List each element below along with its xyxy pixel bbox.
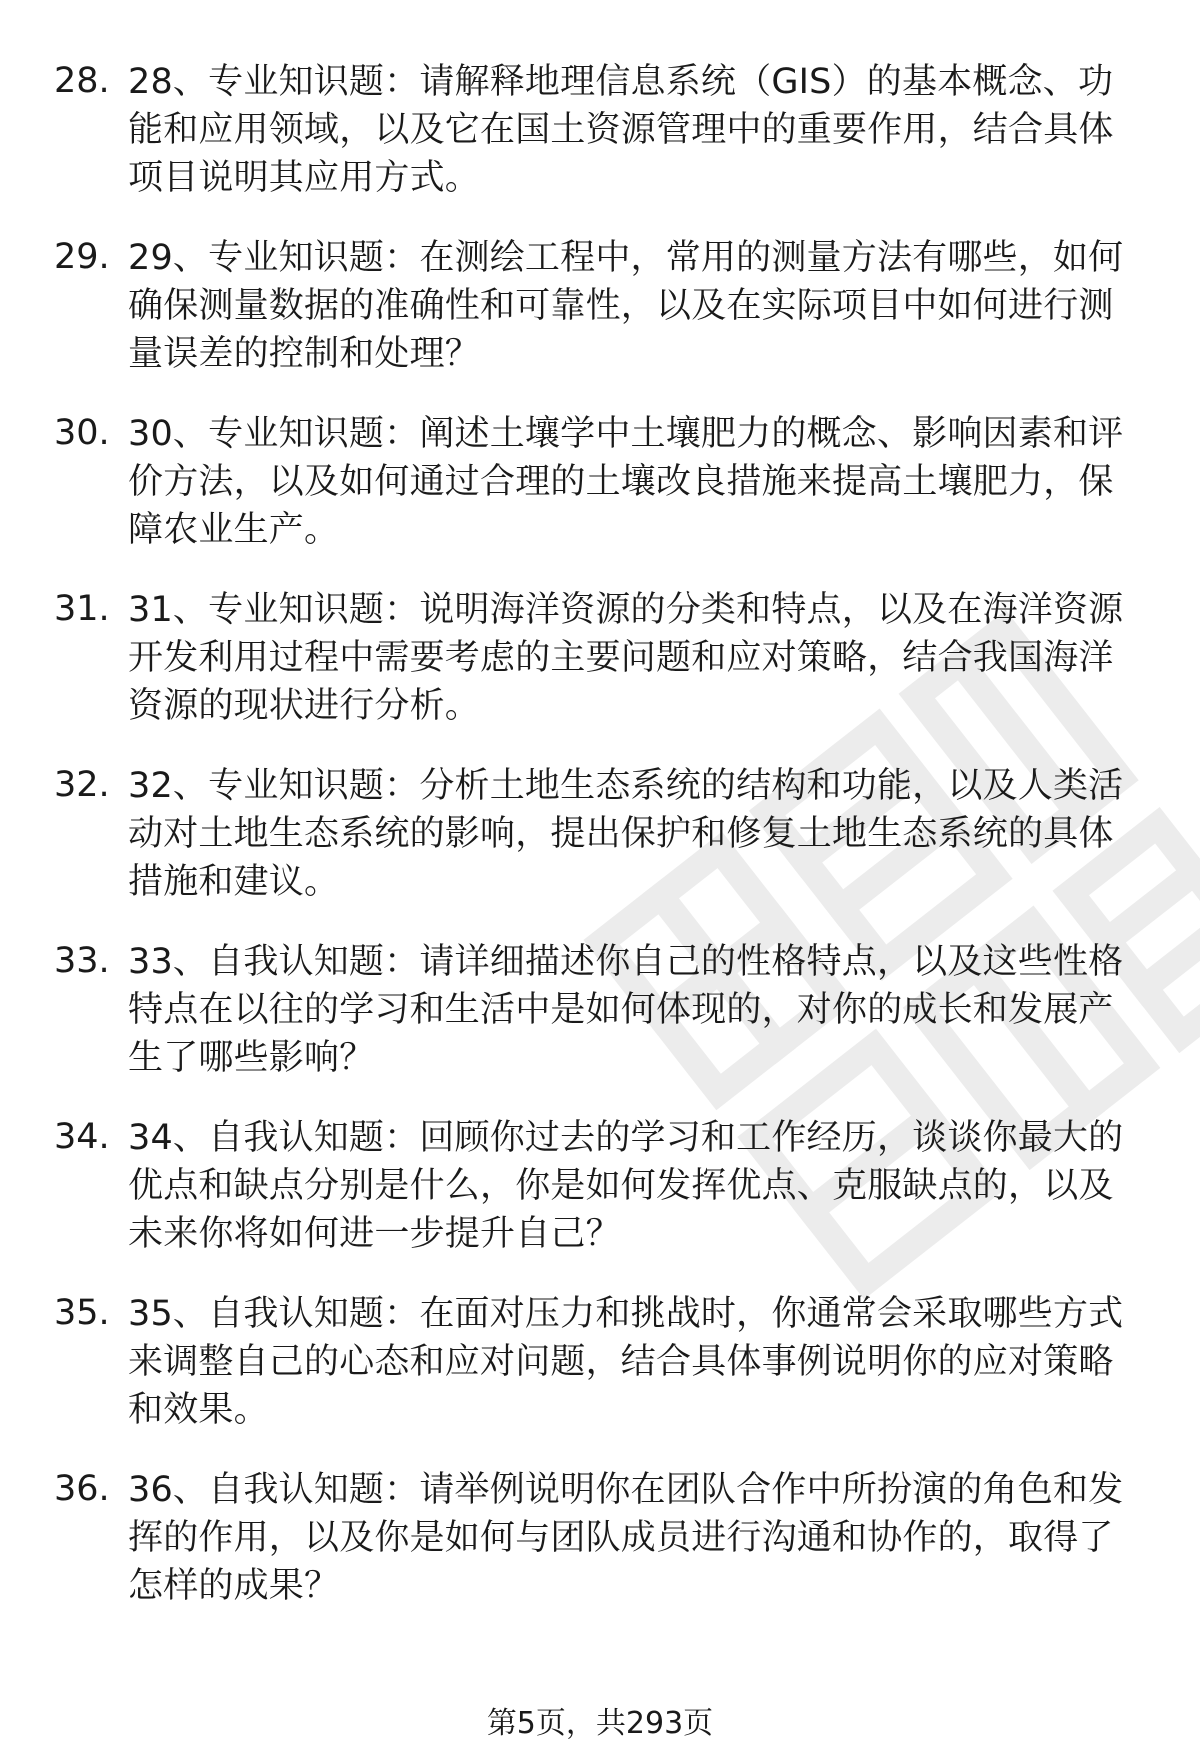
question-number: 36. [54, 1469, 110, 1509]
question-text: 34、自我认知题：回顾你过去的学习和工作经历，谈谈你最大的优点和缺点分别是什么，你是如何发挥优点、克服缺点的，以及未来你将如何进一步提升自己？ [128, 1118, 1124, 1254]
question-item [0, 1290, 1200, 1466]
question-item [0, 58, 1200, 234]
question-item [0, 586, 1200, 762]
question-list [0, 58, 1200, 1642]
page-footer: 第5页，共293页 [486, 1706, 714, 1741]
question-number: 32. [54, 765, 110, 805]
question-number: 29. [54, 237, 110, 277]
question-item [0, 938, 1200, 1114]
question-text: 36、自我认知题：请举例说明你在团队合作中所扮演的角色和发挥的作用，以及你是如何与团队成员进行沟通和协作的，取得了怎样的成果？ [128, 1470, 1124, 1606]
question-number: 28. [54, 61, 110, 101]
question-text: 29、专业知识题：在测绘工程中，常用的测量方法有哪些，如何确保测量数据的准确性和可靠性，以及在实际项目中如何进行测量误差的控制和处理？ [128, 238, 1124, 374]
question-number: 34. [54, 1117, 110, 1157]
question-item [0, 1114, 1200, 1290]
question-number: 31. [54, 589, 110, 629]
question-item [0, 1466, 1200, 1642]
question-number: 30. [54, 413, 110, 453]
question-text: 33、自我认知题：请详细描述你自己的性格特点，以及这些性格特点在以往的学习和生活中是如何体现的，对你的成长和发展产生了哪些影响？ [128, 942, 1124, 1078]
question-text: 31、专业知识题：说明海洋资源的分类和特点，以及在海洋资源开发利用过程中需要考虑的主要问题和应对策略，结合我国海洋资源的现状进行分析。 [128, 590, 1124, 726]
question-item [0, 762, 1200, 938]
question-item [0, 410, 1200, 586]
question-text: 32、专业知识题：分析土地生态系统的结构和功能，以及人类活动对土地生态系统的影响，提出保护和修复土地生态系统的具体措施和建议。 [128, 766, 1124, 902]
question-text: 28、专业知识题：请解释地理信息系统（GIS）的基本概念、功能和应用领域，以及它在国土资源管理中的重要作用，结合具体项目说明其应用方式。 [128, 62, 1114, 198]
question-text: 35、自我认知题：在面对压力和挑战时，你通常会采取哪些方式来调整自己的心态和应对问题，结合具体事例说明你的应对策略和效果。 [128, 1294, 1124, 1430]
question-number: 33. [54, 941, 110, 981]
question-text: 30、专业知识题：阐述土壤学中土壤肥力的概念、影响因素和评价方法，以及如何通过合理的土壤改良措施来提高土壤肥力，保障农业生产。 [128, 414, 1124, 550]
question-number: 35. [54, 1293, 110, 1333]
question-item [0, 234, 1200, 410]
